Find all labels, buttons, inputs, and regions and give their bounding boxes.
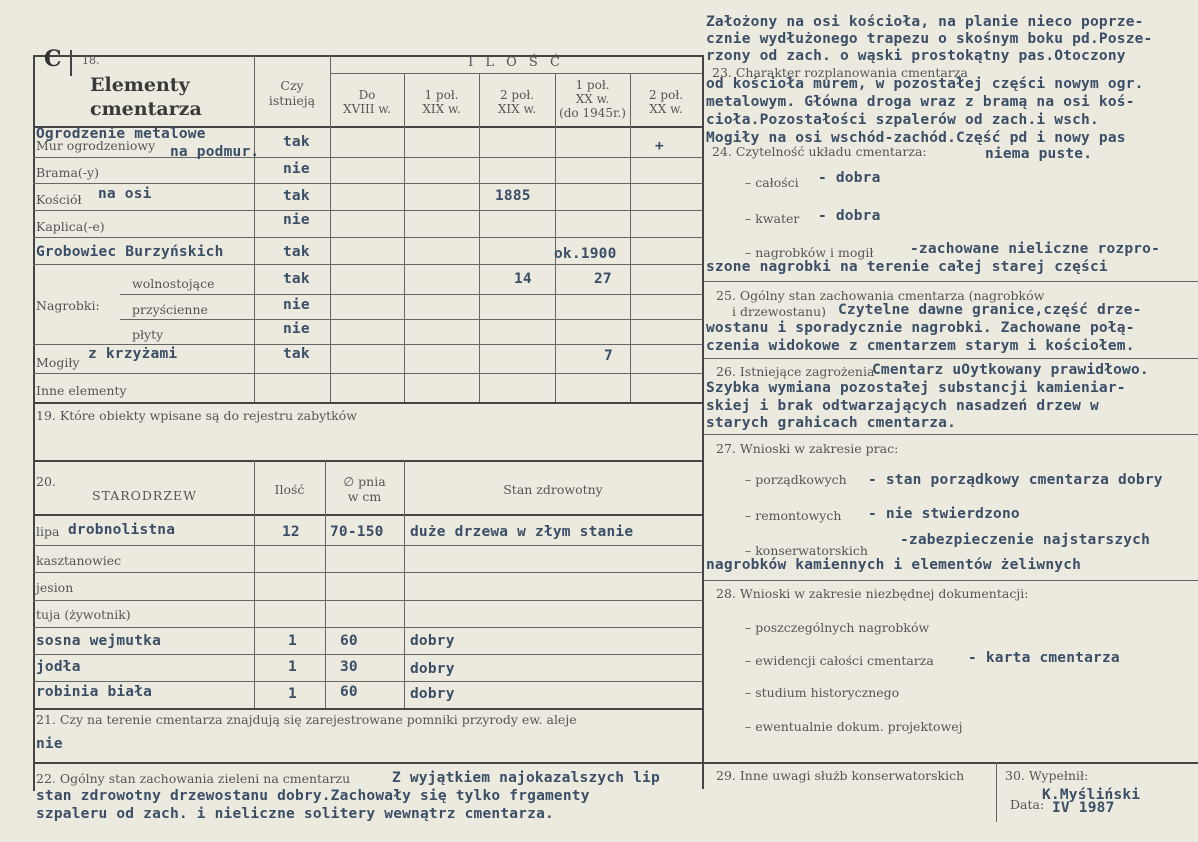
q28-b-label: – ewidencji całości cmentarza xyxy=(745,653,934,668)
tree-row-line xyxy=(33,681,703,682)
center-divider xyxy=(702,55,704,789)
row-line xyxy=(33,210,703,211)
period-5-line1: 2 poł. xyxy=(648,88,684,102)
graves-typed: z krzyżami xyxy=(88,346,178,362)
section-title-line2: cmentarza xyxy=(90,98,202,120)
q25-label-1: 25. Ogólny stan zachowania cmentarza (nagrobków xyxy=(716,288,1045,303)
trees-header-name: STARODRZEW xyxy=(92,488,197,503)
trees-bottom-line xyxy=(33,708,703,710)
q27-bottom-line xyxy=(703,580,1198,581)
tree-row-line xyxy=(33,654,703,655)
gs-wall-exists: nie xyxy=(283,297,310,313)
gs-flat-exists: nie xyxy=(283,321,310,337)
q30-label: 30. Wypełnił: xyxy=(1005,768,1089,783)
q28-a: – poszczególnych nagrobków xyxy=(745,620,930,635)
q30-name: K.Myśliński xyxy=(1042,787,1141,803)
right-top-line3: rzony od zach. o wąski prostokątny pas.Otoczony xyxy=(706,48,1126,64)
col-line-period3 xyxy=(479,73,480,403)
col-line-period4 xyxy=(555,73,556,403)
period-3-line2: XIX w. xyxy=(497,102,537,116)
row-line xyxy=(33,237,703,238)
gate-exists: nie xyxy=(283,161,310,177)
q27-conserv-label: – konserwatorskich xyxy=(745,543,868,558)
row-line xyxy=(120,294,703,295)
row-line xyxy=(33,344,703,345)
q22-line2: stan zdrowotny drzewostanu dobry.Zachowały się tylko frgamenty xyxy=(36,788,590,804)
gs-free-label: wolnostojące xyxy=(132,276,215,291)
header-quantity-line xyxy=(330,73,702,74)
q24-whole-label: – całości xyxy=(745,175,799,190)
tree-health: dobry xyxy=(410,661,455,677)
q22-line3: szpaleru od zach. i nieliczne solitery wewnątrz cmentarza. xyxy=(36,806,554,822)
q27-order-label: – porządkowych xyxy=(745,472,847,487)
tree-qty: 1 xyxy=(288,633,297,649)
tree-diam: 70-150 xyxy=(330,524,384,540)
q27-conserv-1: -zabezpieczenie najstarszych xyxy=(900,532,1151,548)
graves-exists: tak xyxy=(283,346,310,362)
gs-free-exists: tak xyxy=(283,271,310,287)
trees-col-qty xyxy=(254,460,255,710)
graves-20-1: 7 xyxy=(604,348,613,364)
q25-line2: wostanu i sporadycznie nagrobki. Zachowane połą- xyxy=(706,320,1135,336)
period-5-line2: XX w. xyxy=(649,102,683,116)
q27-repair-label: – remontowych xyxy=(745,508,842,523)
q19-label: 19. Które obiekty wpisane są do rejestru zabytków xyxy=(36,408,357,423)
q19-bottom-line xyxy=(33,460,703,462)
period-4-line1: 1 poł. xyxy=(575,78,610,92)
q26-line4: starych grahicach cmentarza. xyxy=(706,415,957,431)
q28-d: – ewentualnie dokum. projektowej xyxy=(745,719,963,734)
period-col-2 xyxy=(404,88,479,116)
gs-wall-label: przyścienne xyxy=(132,302,208,317)
tree-name-typed: sosna wejmutka xyxy=(36,633,162,649)
tree-health: dobry xyxy=(410,633,455,649)
gravestones-label: Nagrobki: xyxy=(36,298,100,313)
right-top-line1: Założony na osi kościoła, na planie nieco poprze- xyxy=(706,14,1144,30)
q21-bottom-line xyxy=(33,762,703,764)
q24-typed: niema puste. xyxy=(985,146,1093,162)
q25-line1: Czytelne dawne granice,część drze- xyxy=(838,302,1142,318)
q24-whole: - dobra xyxy=(818,170,881,186)
q26-label: 26. Istniejące zagrożenia xyxy=(716,364,875,379)
q27-repair: - nie stwierdzono xyxy=(868,506,1020,522)
tree-name-typed: robinia biała xyxy=(36,684,153,700)
q28-b: - karta cmentarza xyxy=(968,650,1120,666)
q27-label: 27. Wnioski w zakresie prac: xyxy=(716,441,899,456)
q22-label: 22. Ogólny stan zachowania zieleni na cmentarzu xyxy=(36,771,351,786)
trees-header-qty: Ilość xyxy=(274,482,305,497)
section-number: 18. xyxy=(82,54,100,67)
period-col-4 xyxy=(555,78,630,120)
right-top-line2: cznie wydłużonego trapezu o skośnym boku pd.Posze- xyxy=(706,31,1153,47)
q25-bottom-line xyxy=(703,358,1198,359)
q24-graves-1: -zachowane nieliczne rozpro- xyxy=(910,241,1161,257)
q21-label: 21. Czy na terenie cmentarza znajdują się zarejestrowane pomniki przyrody ew. aleje xyxy=(36,712,577,727)
q24-label: 24. Czytelność układu cmentarza: xyxy=(712,144,927,159)
trees-col-health xyxy=(404,460,405,710)
church-label: Kościół xyxy=(36,192,82,207)
graves-label: Mogiły xyxy=(36,355,80,370)
q24-bottom-line xyxy=(703,281,1198,282)
q24-graves-label: – nagrobków i mogił xyxy=(745,245,874,260)
col-line-period2 xyxy=(404,73,405,403)
section-letter: C xyxy=(44,46,62,72)
fence-mark: + xyxy=(655,138,664,154)
tree-name-print: kasztanowiec xyxy=(36,553,122,568)
tree-qty: 12 xyxy=(282,524,300,540)
table18-bottom-line xyxy=(33,402,703,404)
period-4-line2: XX w. xyxy=(575,92,610,106)
q30-date: IV 1987 xyxy=(1052,800,1115,816)
period-col-3 xyxy=(479,88,555,116)
row-line xyxy=(33,373,703,374)
row-line xyxy=(120,319,703,320)
tomb-exists: tak xyxy=(283,244,310,260)
fence-typed-2: na podmur. xyxy=(170,144,260,160)
tree-name-print: jesion xyxy=(36,580,74,595)
tree-health: dobry xyxy=(410,686,455,702)
tree-name-typed: drobnolistna xyxy=(68,522,176,538)
col-exists-header xyxy=(254,78,330,108)
tree-name-print: tuja (żywotnik) xyxy=(36,607,131,622)
q28-label: 28. Wnioski w zakresie niezbędnej dokumentacji: xyxy=(716,586,1029,601)
church-exists: tak xyxy=(283,188,310,204)
tree-qty: 1 xyxy=(288,686,297,702)
trees-header-diam-2: w cm xyxy=(347,489,382,504)
period-col-1 xyxy=(330,88,404,116)
q23-line4: Mogiły na osi wschód-zachód.Część pd i nowy pas xyxy=(706,130,1126,146)
tree-row-line xyxy=(33,572,703,573)
period-4-line3: (do 1945r.) xyxy=(559,106,626,120)
church-typed: na osi xyxy=(98,186,152,202)
fence-typed: Ogrodzenie metalowe xyxy=(36,126,206,142)
church-year: 1885 xyxy=(495,188,531,204)
q21-answer: nie xyxy=(36,736,63,752)
tree-diam: 60 xyxy=(340,633,358,649)
gs-flat-label: płyty xyxy=(132,327,164,342)
q23-line1: od kościoła murem, w pozostałej części nowym ogr. xyxy=(706,76,1144,92)
trees-header-line xyxy=(33,514,703,516)
tree-name-typed: jodła xyxy=(36,659,81,675)
tree-name-print: lipa xyxy=(36,524,60,539)
row-line xyxy=(33,264,703,265)
q26-line2: Szybka wymiana pozostałej substancji kamieniar- xyxy=(706,380,1126,396)
tomb-date: ok.1900 xyxy=(554,246,617,262)
q24-quarters: - dobra xyxy=(818,208,881,224)
chapel-label: Kaplica(-e) xyxy=(36,219,105,234)
row-line xyxy=(33,183,703,184)
row-line xyxy=(33,157,703,158)
gate-label: Brama(-y) xyxy=(36,165,99,180)
gs-free-19-2: 14 xyxy=(514,271,532,287)
q25-label-2: i drzewostanu) xyxy=(732,304,827,319)
tree-diam: 30 xyxy=(340,659,358,675)
col-line-period5 xyxy=(630,73,631,403)
period-1-line1: Do xyxy=(358,88,376,102)
other-label: Inne elementy xyxy=(36,383,127,398)
tree-diam: 60 xyxy=(340,684,358,700)
col-exists-line1: Czy xyxy=(280,78,304,93)
trees-header-diam-1: ∅ pnia xyxy=(343,474,386,489)
q29-label: 29. Inne uwagi służb konserwatorskich xyxy=(716,768,965,783)
section-letter-bar xyxy=(70,50,72,76)
section-title-line1: Elementy xyxy=(90,74,190,96)
q24-quarters-label: – kwater xyxy=(745,211,800,226)
q27-order: - stan porządkowy cmentarza dobry xyxy=(868,472,1163,488)
q30-date-label: Data: xyxy=(1010,797,1045,812)
q23-label: 23. Charakter rozplanowania cmentarza xyxy=(712,65,968,80)
chapel-exists: nie xyxy=(283,212,310,228)
trees-number: 20. xyxy=(36,474,56,489)
col-quantity-header: I L O Ś Ć xyxy=(468,55,564,70)
tree-row-line xyxy=(33,600,703,601)
q23-line2: metalowym. Główna droga wraz z bramą na osi koś- xyxy=(706,94,1135,110)
q27-conserv-2: nagrobków kamiennych i elementów żeliwnych xyxy=(706,557,1082,573)
tree-qty: 1 xyxy=(288,659,297,675)
period-col-5 xyxy=(630,88,702,116)
q23-line3: cioła.Pozostałości szpalerów od zach.i wsch. xyxy=(706,112,1099,128)
q26-line1: Cmentarz uOytkowany prawidłowo. xyxy=(872,362,1149,378)
period-1-line2: XVIII w. xyxy=(343,102,391,116)
q24-graves-2: szone nagrobki na terenie całej starej części xyxy=(706,259,1108,275)
q29-top-line xyxy=(703,762,1198,764)
period-3-line1: 2 poł. xyxy=(499,88,535,102)
tree-health: duże drzewa w złym stanie xyxy=(410,524,634,540)
period-2-line1: 1 poł. xyxy=(424,88,459,102)
fence-label: Mur ogrodzeniowy xyxy=(36,138,156,153)
trees-header-health: Stan zdrowotny xyxy=(503,482,603,497)
gs-free-20-1: 27 xyxy=(594,271,612,287)
tomb-typed: Grobowiec Burzyńskich xyxy=(36,244,224,260)
q22-line1: Z wyjątkiem najokazalszych lip xyxy=(392,770,660,786)
q29-q30-divider xyxy=(996,762,997,822)
col-exists-line2: istnieją xyxy=(268,93,316,108)
trees-header-diam xyxy=(325,474,404,504)
q28-c: – studium historycznego xyxy=(745,685,900,700)
tree-row-line xyxy=(33,545,703,546)
fence-exists: tak xyxy=(283,134,310,150)
period-2-line2: XIX w. xyxy=(422,102,461,116)
q26-line3: skiej i brak odtwarzających nasadzeń drzew w xyxy=(706,398,1099,414)
q26-bottom-line xyxy=(703,434,1198,435)
q25-line3: czenia widokowe z cmentarzem starym i kościołem. xyxy=(706,338,1135,354)
tree-row-line xyxy=(33,627,703,628)
